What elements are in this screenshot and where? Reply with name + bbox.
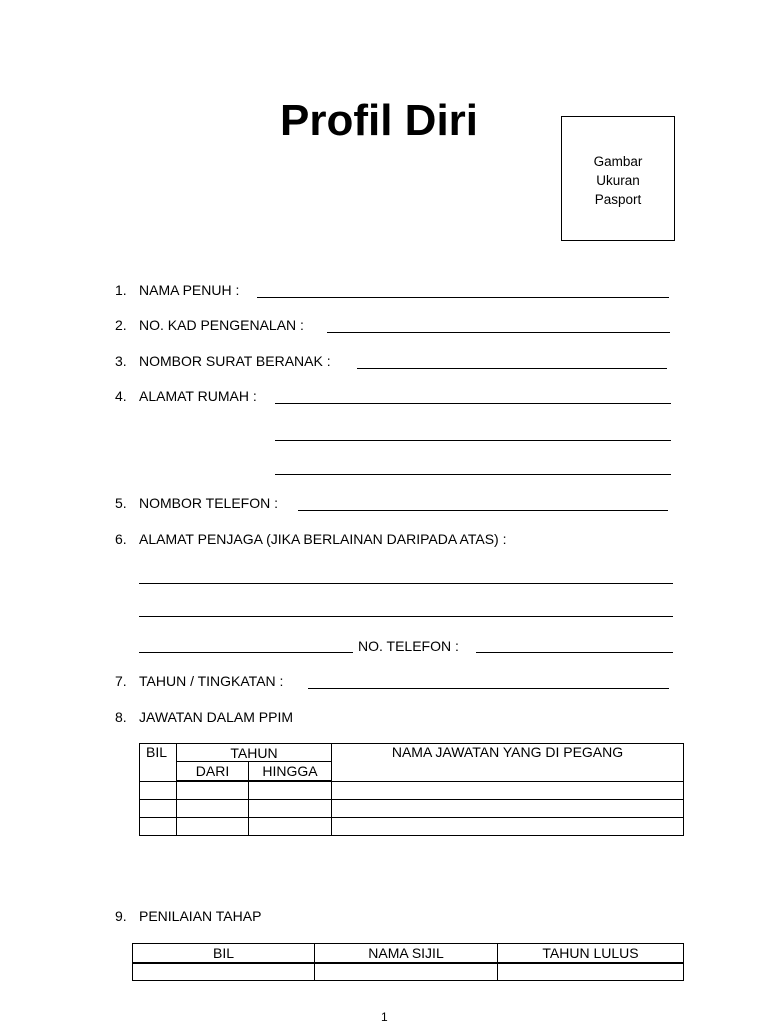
field-number: 3. — [115, 353, 127, 369]
full-name-blank[interactable] — [257, 297, 669, 298]
field-number: 6. — [115, 531, 127, 547]
field-number: 7. — [115, 673, 127, 689]
field-label: NO. KAD PENGENALAN : — [139, 317, 304, 333]
table-cell[interactable] — [315, 963, 498, 981]
positions-table — [139, 743, 684, 836]
positions-col-tahun: TAHUN — [177, 744, 332, 762]
field-label: ALAMAT PENJAGA (JIKA BERLAINAN DARIPADA ATAS) : — [139, 531, 507, 547]
field-number: 5. — [115, 495, 127, 511]
field-number: 1. — [115, 282, 127, 298]
year-form-blank[interactable] — [308, 688, 669, 689]
positions-col-hingga: HINGGA — [249, 762, 332, 782]
positions-col-bil: BIL — [140, 744, 177, 782]
guardian-phone-blank[interactable] — [476, 652, 673, 653]
field-label: PENILAIAN TAHAP — [139, 908, 262, 924]
field-number: 9. — [115, 908, 127, 924]
ic-number-blank[interactable] — [327, 332, 670, 333]
positions-col-dari: DARI — [177, 762, 249, 782]
table-cell[interactable] — [177, 800, 249, 818]
photo-box-line-1: Gambar — [593, 154, 643, 169]
field-number: 4. — [115, 388, 127, 404]
table-cell[interactable] — [498, 963, 684, 981]
table-cell[interactable] — [332, 818, 684, 836]
table-cell[interactable] — [140, 818, 177, 836]
field-label: JAWATAN DALAM PPIM — [139, 709, 294, 725]
home-address-blank-1[interactable] — [275, 403, 671, 404]
table-cell[interactable] — [249, 781, 332, 800]
certs-col-bil: BIL — [133, 944, 315, 964]
guardian-address-blank-1[interactable] — [139, 583, 673, 584]
table-cell[interactable] — [332, 781, 684, 800]
certificates-table — [132, 943, 684, 981]
field-label: TAHUN / TINGKATAN : — [139, 673, 284, 689]
field-number: 8. — [115, 709, 127, 725]
table-row — [140, 781, 684, 800]
table-cell[interactable] — [332, 800, 684, 818]
guardian-phone-label: NO. TELEFON : — [358, 638, 459, 654]
page-title: Profil Diri — [280, 96, 479, 145]
positions-col-nama-jawatan: NAMA JAWATAN YANG DI PEGANG — [332, 744, 684, 782]
table-cell[interactable] — [177, 818, 249, 836]
guardian-address-blank-2[interactable] — [139, 616, 673, 617]
table-cell[interactable] — [177, 781, 249, 800]
phone-number-blank[interactable] — [298, 510, 668, 511]
home-address-blank-2[interactable] — [275, 440, 671, 441]
birth-cert-blank[interactable] — [357, 368, 667, 369]
field-label: NOMBOR SURAT BERANAK : — [139, 353, 331, 369]
passport-photo-box — [561, 116, 675, 241]
field-label: ALAMAT RUMAH : — [139, 388, 257, 404]
table-cell[interactable] — [249, 800, 332, 818]
table-cell[interactable] — [140, 800, 177, 818]
certs-col-nama-sijil: NAMA SIJIL — [315, 944, 498, 964]
table-cell[interactable] — [249, 818, 332, 836]
photo-box-line-2: Ukuran — [596, 173, 640, 188]
photo-box-line-3: Pasport — [594, 192, 642, 207]
field-number: 2. — [115, 317, 127, 333]
page-number: 1 — [381, 1010, 388, 1024]
table-row — [140, 800, 684, 818]
guardian-address-blank-3[interactable] — [139, 652, 353, 653]
table-row — [140, 818, 684, 836]
table-row — [133, 963, 684, 981]
home-address-blank-3[interactable] — [275, 474, 671, 475]
field-label: NOMBOR TELEFON : — [139, 495, 278, 511]
table-cell[interactable] — [133, 963, 315, 981]
certs-col-tahun-lulus: TAHUN LULUS — [498, 944, 684, 964]
field-label: NAMA PENUH : — [139, 282, 240, 298]
table-cell[interactable] — [140, 781, 177, 800]
